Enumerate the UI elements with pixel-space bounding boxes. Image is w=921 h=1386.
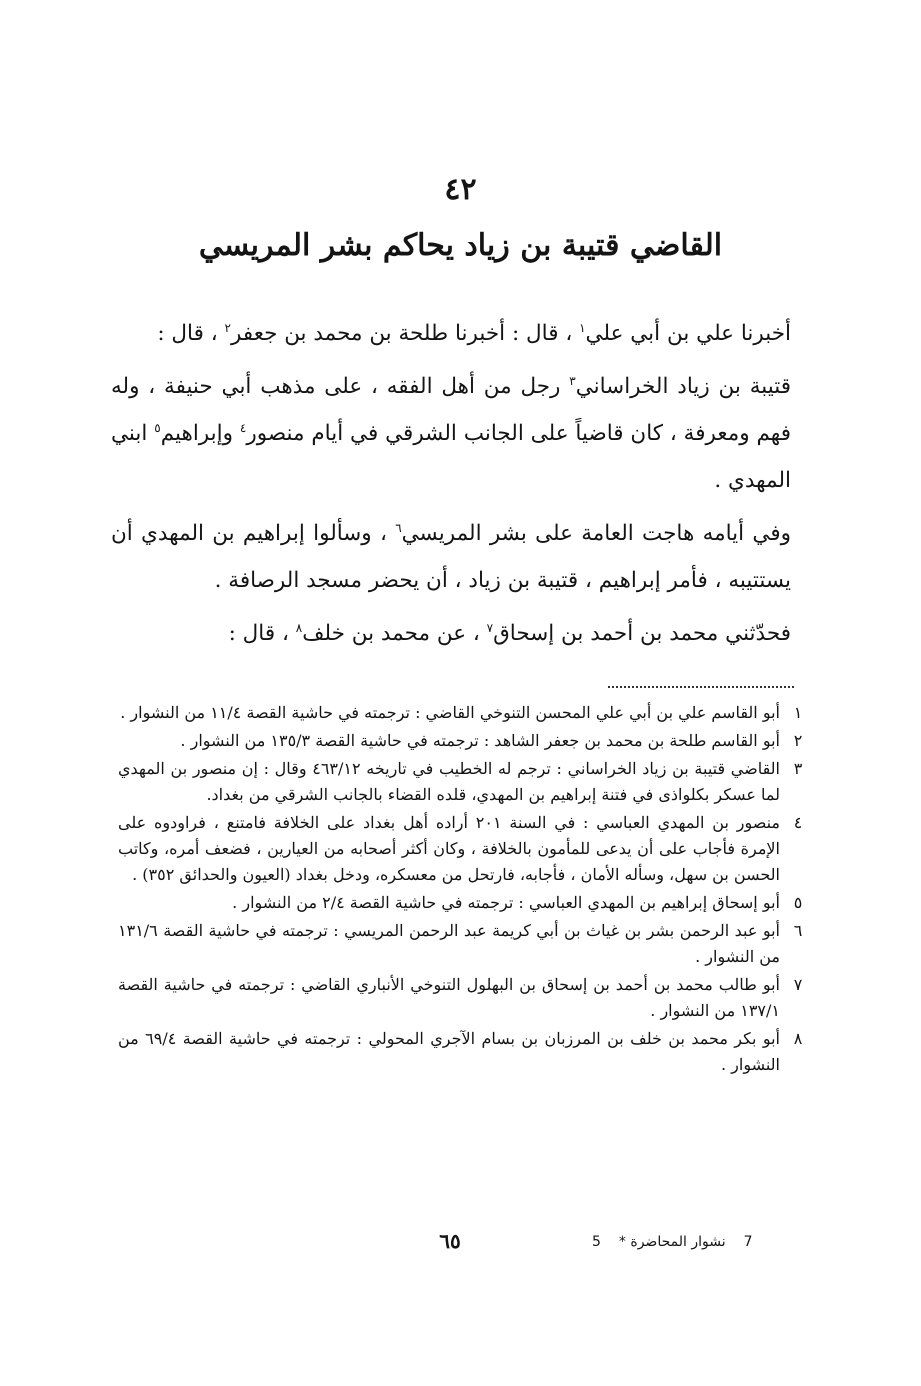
footnote-text: أبو القاسم طلحة بن محمد بن جعفر الشاهد : ترجمته في حاشية القصة ١٣٥/٣ من النشوار . [180, 731, 780, 750]
footnote-text: أبو عبد الرحمن بشر بن غياث بن أبي كريمة عبد الرحمن المريسي : ترجمته في حاشية القصة ١٣١/٦ من النشوار . [118, 921, 780, 966]
text-run: رجل من أهل الفقه ، على مذهب أبي حنيفة ، وله فهم ومعرفة ، كان قاضياً على الجانب الشرقي في أيام منصور [111, 374, 791, 446]
body-paragraph [111, 310, 791, 357]
footnote-item [118, 756, 808, 808]
footnote-reference: ٨ [295, 620, 303, 635]
signature-sheet-index: 7 [743, 1234, 753, 1250]
footnote-text: أبو القاسم علي بن أبي علي المحسن التنوخي القاضي : ترجمته في حاشية القصة ١١/٤ من النشوار . [120, 703, 780, 722]
body-paragraph [111, 363, 791, 504]
text-run: فحدّثني محمد بن أحمد بن إسحاق [493, 621, 791, 646]
footnote-item [118, 1026, 808, 1078]
footnote-number: ٣ [793, 759, 803, 778]
text-run: ، قال : أخبرنا طلحة بن محمد بن جعفر [230, 321, 580, 346]
footnote-item [118, 728, 808, 754]
footnote-reference: ٤ [239, 420, 247, 435]
footnote-reference: ٧ [486, 620, 494, 635]
text-run: ، قال : [228, 621, 296, 646]
footnote-text: أبو إسحاق إبراهيم بن المهدي العباسي : ترجمته في حاشية القصة ٢/٤ من النشوار . [232, 893, 780, 912]
page-number: ٦٥ [439, 1229, 461, 1253]
footnote-reference: ١ [579, 320, 586, 335]
footnote-text: منصور بن المهدي العباسي : في السنة ٢٠١ أراده أهل بغداد على الخلافة فامتنع ، فراودوه على الإمرة فأجاب على أن يدعى للمأمون بالخلافة ، وكان أكثر أصحابه من العيارين ، فضعف أمره، وكاتب الحسن بن سهل، وسأله الأمان ، فأجابه، فارتحل من معسكره، ودخل بغداد (العيون والحدائق ٣٥٢) . [118, 813, 780, 884]
text-run: ، قال : [157, 321, 225, 346]
text-run: وإبراهيم [160, 421, 240, 446]
footnotes-list [118, 700, 808, 1080]
footnote-number: ٧ [793, 975, 803, 994]
footnote-text: أبو بكر محمد بن خلف بن المرزبان بن بسام الآجري المحولي : ترجمته في حاشية القصة ٦٩/٤ من النشوار . [118, 1029, 780, 1074]
chapter-title: القاضي قتيبة بن زياد يحاكم بشر المريسي [198, 228, 723, 263]
footnote-number: ٨ [793, 1029, 803, 1048]
signature-sheet-number: 5 [592, 1234, 601, 1250]
text-run: قتيبة بن زياد الخراساني [575, 374, 791, 399]
footnote-text: القاضي قتيبة بن زياد الخراساني : ترجم له الخطيب في تاريخه ٤٦٣/١٢ وقال : إن منصور بن المهدي لما عسكر بكلواذى في فتنة إبراهيم بن المهدي، قلده القضاء بالجانب الشرقي من بغداد. [118, 759, 780, 804]
footnote-number: ٥ [793, 893, 803, 912]
footnote-reference: ٢ [224, 320, 231, 335]
body-paragraph [111, 610, 791, 657]
footnote-number: ١ [793, 703, 803, 722]
footnote-number: ٦ [793, 921, 803, 940]
signature-book-title: نشوار المحاضرة * [618, 1234, 726, 1250]
text-run: ، وسألوا إبراهيم بن المهدي أن يستتيبه ، فأمر إبراهيم ، قتيبة بن زياد ، أن يحضر مسجد الرصافة . [111, 521, 791, 593]
footnote-divider [608, 686, 794, 688]
text-run: ابني المهدي . [111, 421, 791, 493]
main-text [111, 310, 791, 657]
body-paragraph [111, 510, 791, 604]
text-run: وفي أيامه هاجت العامة على بشر المريسي [401, 521, 791, 546]
footnote-item [118, 700, 808, 726]
printer-signature [592, 1231, 782, 1253]
chapter-number: ٤٢ [444, 172, 477, 207]
footnote-number: ٢ [793, 731, 803, 750]
footnote-reference: ٥ [154, 420, 161, 435]
footnote-item [118, 918, 808, 970]
footnote-text: أبو طالب محمد بن أحمد بن إسحاق بن البهلول التنوخي الأنباري القاضي : ترجمته في حاشية القصة ١٣٧/١ من النشوار . [118, 975, 780, 1020]
footnote-item [118, 890, 808, 916]
text-run: ، عن محمد بن خلف [302, 621, 487, 646]
footnote-item [118, 972, 808, 1024]
footnote-number: ٤ [793, 813, 803, 832]
footnote-reference: ٣ [569, 373, 576, 388]
footnote-item [118, 810, 808, 888]
text-run: أخبرنا علي بن أبي علي [585, 321, 791, 346]
footnote-reference: ٦ [395, 520, 402, 535]
